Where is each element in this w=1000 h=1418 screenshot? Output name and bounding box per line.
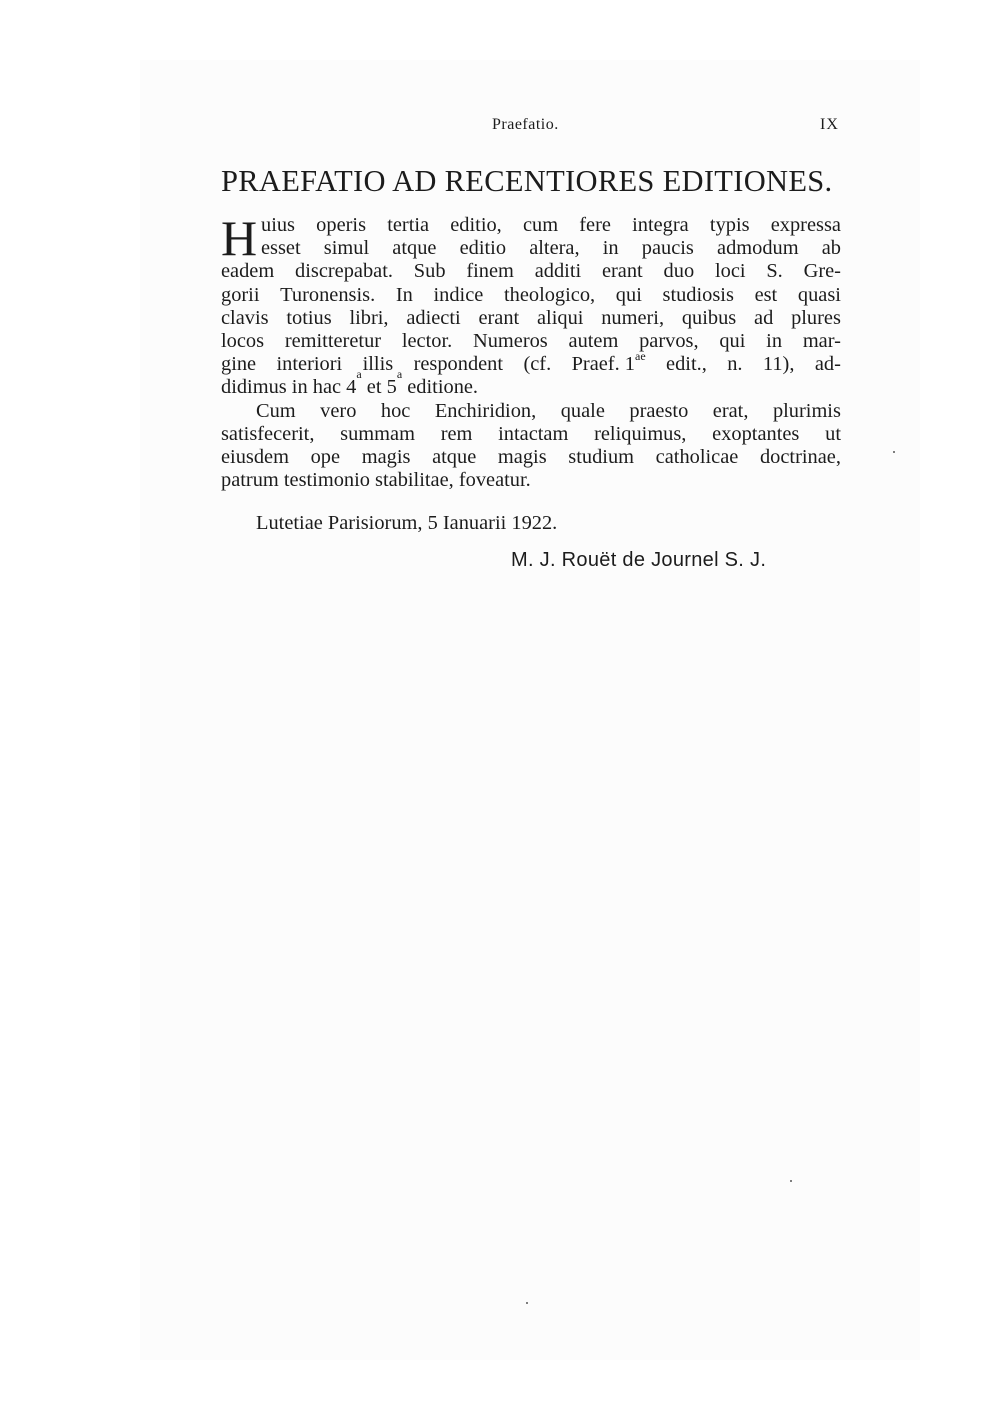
text-line: patrum testimonio stabilitae, foveatur. xyxy=(221,469,531,492)
text-line: eiusdem ope magis atque magis studium catholicae doctrinae, xyxy=(221,445,841,468)
scan-speck xyxy=(526,1302,528,1304)
running-header-title: Praefatio. xyxy=(492,116,559,133)
text-line: eadem discrepabat. Sub finem additi erant duo loci S. Gre- xyxy=(221,260,841,283)
text-line: esset simul atque editio altera, in paucis admodum ab xyxy=(261,237,841,260)
text-line: uius operis tertia editio, cum fere integra typis expressa xyxy=(261,214,841,236)
author-signature: M. J. Rouët de Journel S. J. xyxy=(511,549,767,571)
drop-capital: H xyxy=(221,210,258,266)
text-line: gine interiori illis respondent (cf. Praef. $1^{ae}$ edit., n. 11), ad- xyxy=(221,349,841,376)
dateline: Lutetiae Parisiorum, 5 Ianuarii 1922. xyxy=(256,512,558,534)
scan-speck xyxy=(893,451,895,453)
text-line: gorii Turonensis. In indice theologico, qui studiosis est quasi xyxy=(221,283,841,306)
page-number: IX xyxy=(820,116,839,133)
text-line: didimus in hac 4 $^a$ et 5 $^a$ editione. xyxy=(221,367,479,399)
text-line: locos remitteretur lector. Numeros autem parvos, qui in mar- xyxy=(221,329,841,352)
body-text xyxy=(221,210,841,492)
text-line: Cum vero hoc Enchiridion, quale praesto erat, plurimis xyxy=(256,399,841,422)
text-line: satisfecerit, summam rem intactam reliquimus, exoptantes ut xyxy=(221,422,841,445)
edition-ref: Praef. $1^{ae}$ xyxy=(571,349,646,376)
page-heading: PRAEFATIO AD RECENTIORES EDITIONES. xyxy=(221,164,833,198)
scan-speck xyxy=(790,1180,792,1182)
text-line: clavis totius libri, adiecti erant aliqui numeri, quibus ad plures xyxy=(221,306,841,329)
